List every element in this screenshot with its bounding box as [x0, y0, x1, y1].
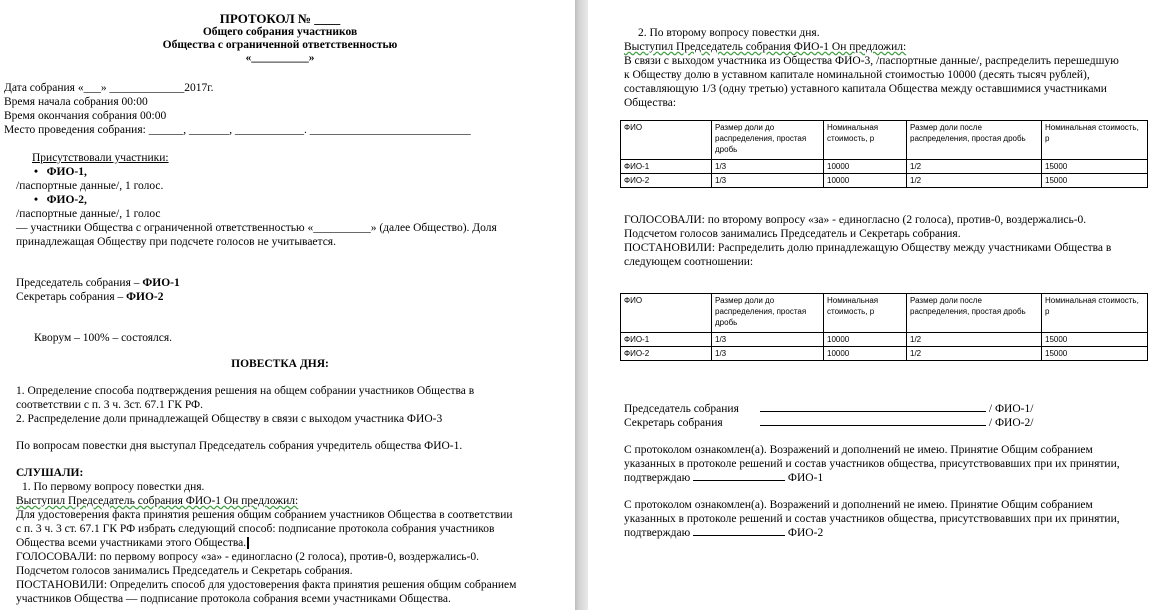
chair-line [16, 276, 180, 290]
table-header-row [621, 121, 1148, 160]
header-cell: Номинальная стоимость, р [1042, 294, 1148, 333]
signature-secretary [624, 416, 1033, 430]
table-cell: 1/3 [712, 333, 824, 347]
society-line-1: — участники Общества с ограниченной ответственностью «__________» (далее Общество). Доля [16, 222, 497, 234]
doc-title: ПРОТОКОЛ № ____ [219, 11, 341, 26]
table-row [621, 174, 1148, 188]
table-cell: 1/3 [712, 160, 824, 174]
table-cell: 10000 [824, 333, 907, 347]
ack-1-line-3 [624, 471, 823, 485]
table-cell: 1/3 [712, 347, 824, 361]
header-cell: Размер доли после распределения, простая дробь [907, 121, 1042, 160]
doc-subtitle-2: Общества с ограниченной ответственностью [162, 39, 398, 51]
table-row [621, 347, 1148, 361]
table-cell: 15000 [1042, 347, 1148, 361]
text-cursor [247, 537, 249, 549]
table-cell: ФИО-2 [621, 347, 712, 361]
table-cell: 1/2 [907, 333, 1042, 347]
q1-resolved-1: ПОСТАНОВИЛИ: Определить способ для удостоверения факта принятия решения общим собранием [16, 579, 517, 591]
signature-line [760, 425, 986, 426]
q2-paragraph-1: В связи с выходом участника из Общества ФИО-3, /паспортные данные/, распределить перешедшую [624, 55, 1119, 67]
table-cell: 15000 [1042, 333, 1148, 347]
present-heading: Присутствовали участники: [32, 152, 169, 164]
signature-secretary-label: Секретарь собрания [624, 417, 723, 429]
table-cell: 10000 [824, 160, 907, 174]
signature-secretary-name: / ФИО-2/ [988, 417, 1034, 429]
table-cell: ФИО-1 [621, 333, 712, 347]
q2-resolved-1: ПОСТАНОВИЛИ: Распределить долю принадлежащую Обществу между участниками Общества в [624, 242, 1112, 254]
participant-1-info: /паспортные данные/, 1 голос. [16, 180, 164, 192]
table-cell: 10000 [824, 347, 907, 361]
agenda-heading: ПОВЕСТКА ДНЯ: [231, 358, 329, 370]
signature-line [693, 535, 785, 536]
table-cell: 1/2 [907, 160, 1042, 174]
q1-heading: 1. По первому вопросу повестки дня. [22, 481, 205, 493]
ack-1-line-1: С протоколом ознакомлен(а). Возражений и дополнений не имею. Принятие Общим собранием [624, 444, 1093, 456]
meeting-date: Дата собрания «___» _____________2017г. [4, 82, 214, 94]
meeting-place: Место проведения собрания: ______, _______, ____________. ____________________________ [4, 124, 471, 136]
q2-paragraph-4: Общества: [624, 97, 677, 109]
ack-2-name: ФИО-2 [787, 527, 824, 539]
chair-name: ФИО-1 [142, 277, 180, 289]
ack-2-prefix: подтверждаю [624, 527, 691, 539]
q1-paragraph-3-text: Общества всеми участниками этого Общества. [16, 537, 247, 549]
agenda-item-2: 2. Распределение доли принадлежащей Обществу в связи с выходом участника ФИО-3 [16, 413, 443, 425]
q2-vote-1: ГОЛОСОВАЛИ: по второму вопросу «за» - единогласно (2 голоса), против-0, воздержались-0. [624, 214, 1087, 226]
end-time: Время окончания собрания 00:00 [4, 110, 167, 122]
table-cell: 15000 [1042, 174, 1148, 188]
header-cell: Номинальная стоимость, р [824, 294, 907, 333]
q2-heading: 2. По второму вопросу повестки дня. [638, 27, 820, 39]
q2-resolved-2: следующем соотношении: [624, 256, 754, 268]
signature-chair-label: Председатель собрания [624, 403, 739, 415]
chair-label: Председатель собрания – [16, 277, 140, 289]
q1-vote-2: Подсчетом голосов занимались Председатель и Секретарь собрания. [16, 565, 353, 577]
table-cell: 1/3 [712, 174, 824, 188]
table-cell: ФИО-2 [621, 174, 712, 188]
q1-vote-1: ГОЛОСОВАЛИ: по первому вопросу «за» - единогласно (2 голоса), против-0, воздержались-0. [16, 551, 479, 563]
page-divider [575, 0, 588, 610]
ack-1-prefix: подтверждаю [624, 472, 691, 484]
signature-chair [624, 402, 1033, 416]
signature-line [760, 411, 986, 412]
header-cell: Размер доли до распределения, простая дробь [712, 294, 824, 333]
header-cell: Номинальная стоимость, р [824, 121, 907, 160]
start-time: Время начала собрания 00:00 [4, 96, 148, 108]
doc-subtitle-1: Общего собрания участников [202, 26, 358, 38]
signature-line [693, 480, 785, 481]
table-row [621, 333, 1148, 347]
participant-1: • ФИО-1, [34, 166, 87, 178]
agenda-item-1-line-1: 1. Определение способа подтверждения решения на общем собрании участников Общества в [16, 385, 475, 397]
distribution-table-1 [620, 120, 1148, 188]
table-cell: 15000 [1042, 160, 1148, 174]
ack-2-line-1: С протоколом ознакомлен(а). Возражений и дополнений не имею. Принятие Общим собранием [624, 499, 1093, 511]
secretary-line [16, 290, 164, 304]
participant-2-name: ФИО-2 [46, 194, 85, 206]
ack-2-line-2: указанных в протоколе решений и состав участников общества, присутствовавших при их принятии, [624, 513, 1120, 525]
table-cell: 10000 [824, 174, 907, 188]
participant-2: • ФИО-2, [34, 194, 87, 206]
distribution-table-2 [620, 293, 1148, 361]
agenda-speaker: По вопросам повестки дня выступал Председатель собрания учредитель общества ФИО-1. [16, 440, 463, 452]
secretary-label: Секретарь собрания – [16, 291, 124, 303]
q1-paragraph-1: Для удостоверения факта принятия решения общим собранием участников Общества в соответствии [16, 509, 513, 521]
q2-paragraph-3: составляющую 1/3 (одну третью) уставного капитала Общества между оставшимися участниками [624, 83, 1107, 95]
quorum: Кворум – 100% – состоялся. [34, 332, 173, 344]
table-cell: 1/2 [907, 174, 1042, 188]
header-cell: Размер доли до распределения, простая дробь [712, 121, 824, 160]
right-page [588, 0, 1170, 610]
participant-1-name: ФИО-1 [46, 166, 85, 178]
ack-2-line-3 [624, 526, 823, 540]
agenda-item-1-line-2: соответствии с п. 3 ч. 3ст. 67.1 ГК РФ. [16, 399, 204, 411]
header-cell: ФИО [621, 294, 712, 333]
table-header-row [621, 294, 1148, 333]
header-cell: Номинальная стоимость, р [1042, 121, 1148, 160]
secretary-name: ФИО-2 [126, 291, 164, 303]
q1-speaker: Выступил Председатель собрания ФИО-1 Он предложил: [16, 495, 299, 507]
q1-resolved-2: участников Общества — подписание протокола собрания всеми участниками Общества. [16, 593, 451, 605]
ack-1-line-2: указанных в протоколе решений и состав участников общества, присутствовавших при их принятии, [624, 458, 1120, 470]
ack-1-name: ФИО-1 [787, 472, 824, 484]
header-cell: Размер доли после распределения, простая дробь [907, 294, 1042, 333]
q1-paragraph-2: с п. 3 ч. 3 ст. 67.1 ГК РФ избрать следующий способ: подписание протокола собрания участников [16, 523, 495, 535]
heard-heading: СЛУШАЛИ: [16, 467, 84, 479]
table-cell: ФИО-1 [621, 160, 712, 174]
left-page [0, 0, 575, 610]
q2-speaker: Выступил Председатель собрания ФИО-1 Он предложил: [624, 41, 907, 53]
q2-paragraph-2: к Обществу долю в уставном капитале номинальной стоимостью 10000 (десять тысяч рублей), [624, 69, 1090, 81]
header-cell: ФИО [621, 121, 712, 160]
table-row [621, 160, 1148, 174]
doc-subtitle-3: «__________» [245, 52, 315, 64]
table-cell: 1/2 [907, 347, 1042, 361]
q1-paragraph-3 [16, 536, 249, 550]
q2-vote-2: Подсчетом голосов занимались Председатель и Секретарь собрания. [624, 228, 961, 240]
society-line-2: принадлежащая Обществу при подсчете голосов не учитывается. [16, 236, 336, 248]
participant-2-info: /паспортные данные/, 1 голос [16, 208, 161, 220]
signature-chair-name: / ФИО-1/ [988, 403, 1034, 415]
